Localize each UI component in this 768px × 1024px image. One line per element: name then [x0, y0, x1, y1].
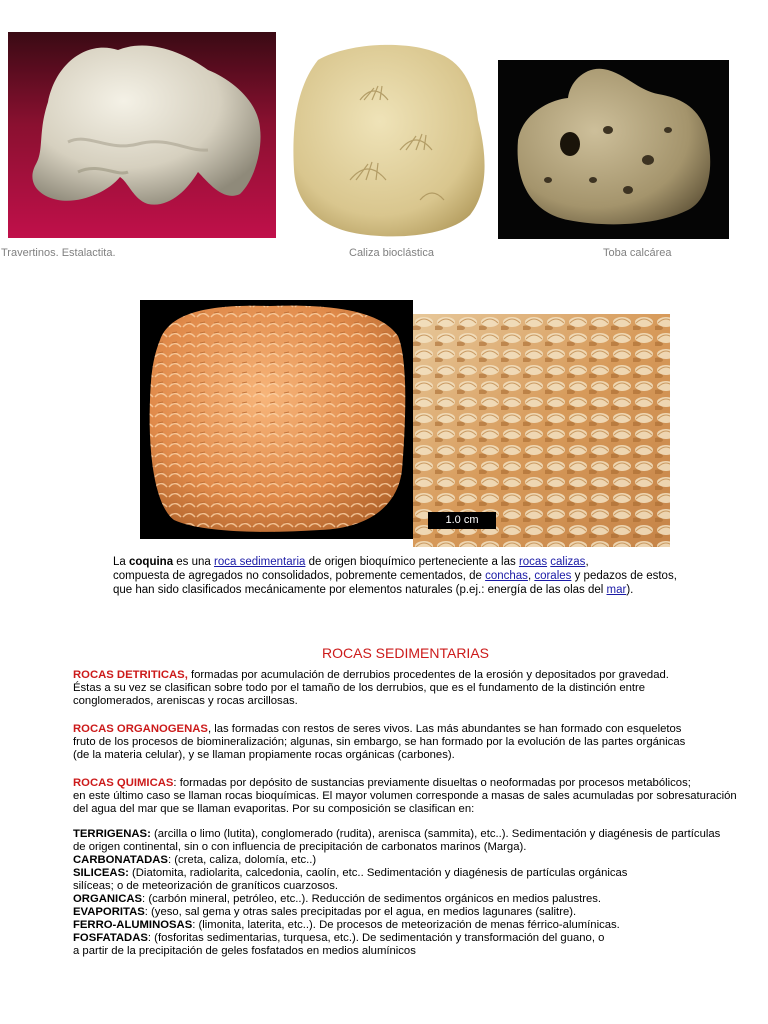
coquina-line-2: compuesta de agregados no consolidados, pobremente cementados, de conchas, corales y pedazos de estos,: [113, 570, 677, 582]
organogenas-label: ROCAS ORGANOGENAS: [73, 723, 208, 735]
detriticas-paragraph: ROCAS DETRITICAS, formadas por acumulación de derrubios procedentes de la erosión y depositados por gravedad. Éstas a su vez se clasifican sobre todo por el tamaño de los derrubios, que es el fundamento de la distinción entre conglomerados, areniscas y rocas arcillosas.: [73, 669, 669, 707]
caption-toba: Toba calcárea: [603, 247, 672, 259]
ferro-aluminosas-item: FERRO-ALUMINOSAS: (limonita, laterita, etc..). De procesos de meteorización de menas férrico-alumínicas.: [73, 919, 620, 931]
siliceas-item: SILICEAS: (Diatomita, radiolarita, calcedonia, caolín, etc.. Sedimentación y diagénesis de partículas orgánicas: [73, 867, 628, 879]
link-rocas[interactable]: rocas: [518, 556, 548, 568]
coquina-block-photo: [140, 300, 413, 539]
caliza-photo: [290, 40, 490, 240]
link-roca-sedimentaria[interactable]: roca sedimentaria: [214, 556, 306, 568]
types-list: TERRIGENAS: (arcilla o limo (lutita), conglomerado (rudita), arenisca (sammita), etc..). Sedimentación y diagénesis de partículas de origen continental, sin o con influencia de precipitación de carbonatos marinos (Marga). CARBONATADAS: (creta, caliza, dolomía, etc..) SILICEAS: (Diatomita, radiolarita, calcedonia, caolín, etc.. Sedimentación y diagénesis de partículas orgánicas silíceas; o de meteorización de graníticos cuarzosos. ORGANICAS: (carbón mineral, petróleo, etc..). Reducción de sedimentos orgánicos en medios palustres. EVAPORITAS: (yeso, sal gema y otras sales precipitadas por el agua, en medios lagunares (salitre). FERRO-ALUMINOSAS: (limonita, laterita, etc..). De procesos de meteorización de menas férrico-alumínicas. FOSFATADAS: (fosforitas sedimentarias, turquesa, etc.). De sedimentación y transformación del guano, o a partir de la precipitación de geles fosfatados en medios alumínicos: [73, 828, 721, 957]
scale-bar-label: 1.0 cm: [428, 512, 496, 529]
coquina-paragraph: [113, 555, 677, 597]
carbonatadas-item: CARBONATADAS: (creta, caliza, dolomía, etc..): [73, 854, 317, 866]
link-conchas[interactable]: conchas: [485, 570, 528, 582]
organogenas-paragraph: ROCAS ORGANOGENAS, las formadas con restos de seres vivos. Las más abundantes se han formado con esqueletos fruto de los procesos de biomineralización; algunas, sin embargo, se han formado por la evolución de las partes orgánicas (de la materia celular), y se llaman propiamente rocas orgánicas (carbones).: [73, 723, 686, 761]
detriticas-label: ROCAS DETRITICAS,: [73, 669, 188, 681]
coquina-line-3: que han sido clasificados mecánicamente por elementos naturales (p.ej.: energía de las olas del mar).: [113, 584, 634, 596]
toba-photo: [498, 60, 729, 239]
organicas-item: ORGANICAS: (carbón mineral, petróleo, etc..). Reducción de sedimentos orgánicos en medios palustres.: [73, 893, 602, 905]
fosfatadas-item: FOSFATADAS: (fosforitas sedimentarias, turquesa, etc.). De sedimentación y transformación del guano, o: [73, 932, 605, 944]
link-calizas[interactable]: calizas: [550, 556, 586, 568]
coquina-line-1: La coquina es una roca sedimentaria de origen bioquímico perteneciente a las rocas calizas,: [113, 556, 589, 568]
quimicas-label: ROCAS QUIMICAS: [73, 777, 174, 789]
evaporitas-item: EVAPORITAS: (yeso, sal gema y otras sales precipitadas por el agua, en medios lagunares (salitre).: [73, 906, 577, 918]
caption-travertino: Travertinos. Estalactita.: [1, 247, 116, 259]
link-corales[interactable]: corales: [534, 570, 572, 582]
section-title: ROCAS SEDIMENTARIAS: [322, 645, 489, 661]
quimicas-paragraph: ROCAS QUIMICAS: formadas por depósito de sustancias previamente disueltas o neoformadas por procesos metabólicos; en este último caso se llaman rocas bioquímicas. El mayor volumen corresponde a masas de sales acumuladas por sobresaturación del agua del mar que se llaman evaporitas. Por su composición se clasifican en:: [73, 777, 737, 815]
terrigenas-item: TERRIGENAS: (arcilla o limo (lutita), conglomerado (rudita), arenisca (sammita), etc..). Sedimentación y diagénesis de partículas: [73, 828, 721, 840]
travertino-photo: [8, 32, 276, 238]
caption-caliza: Caliza bioclástica: [349, 247, 434, 259]
link-mar[interactable]: mar: [606, 584, 627, 596]
